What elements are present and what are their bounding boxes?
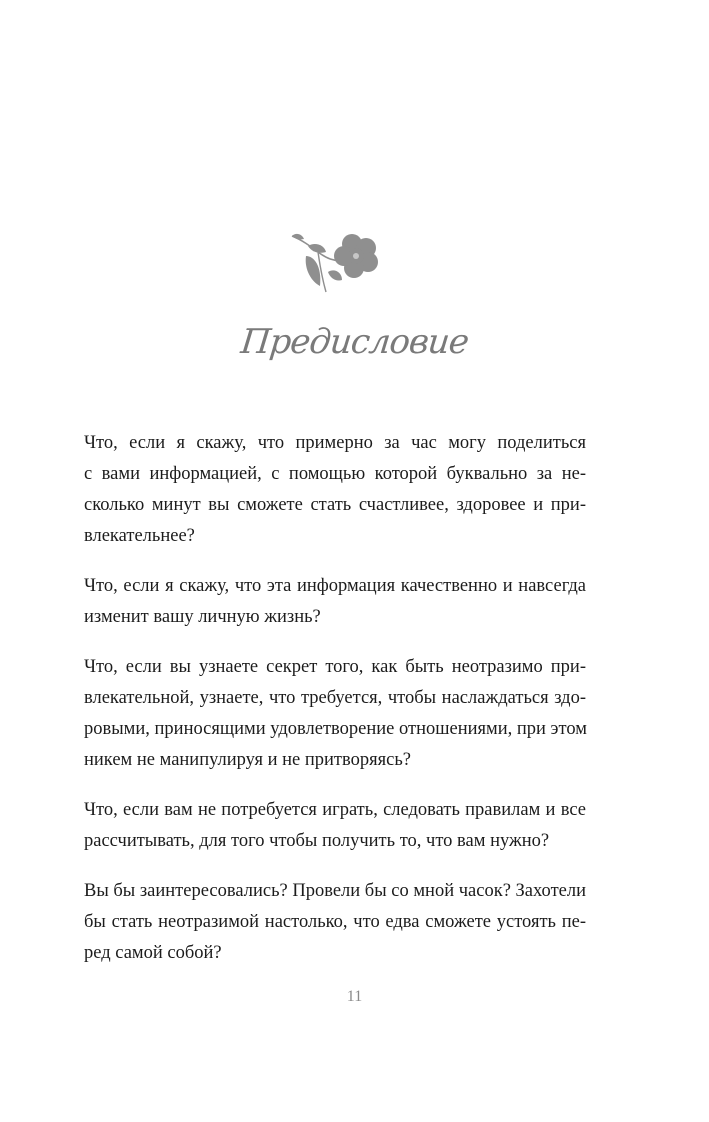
paragraph bbox=[84, 795, 586, 857]
text-line: ред самой собой? bbox=[84, 943, 222, 963]
flower-branch-icon bbox=[288, 226, 384, 298]
text-line: Что, если я скажу, что примерно за час могу поделиться bbox=[84, 433, 586, 453]
paragraph bbox=[84, 876, 586, 969]
text-line: сколько минут вы сможете стать счастливее, здоровее и при- bbox=[84, 495, 586, 515]
text-line: Что, если вы узнаете секрет того, как быть неотразимо при- bbox=[84, 657, 586, 677]
page-number: 11 bbox=[346, 988, 363, 1005]
chapter-title: Предисловие bbox=[238, 322, 471, 362]
text-line: влекательнее? bbox=[84, 526, 195, 546]
text-line: Что, если вам не потребуется играть, следовать правилам и все bbox=[84, 800, 586, 820]
text-line: Вы бы заинтересовались? Провели бы со мной часок? Захотели bbox=[84, 881, 586, 901]
text-line: влекательной, узнаете, что требуется, чтобы наслаждаться здо- bbox=[84, 688, 586, 708]
body-text bbox=[84, 428, 586, 988]
text-line: Что, если я скажу, что эта информация качественно и навсегда bbox=[84, 576, 586, 596]
text-line: изменит вашу личную жизнь? bbox=[84, 607, 321, 627]
paragraph bbox=[84, 571, 586, 633]
paragraph bbox=[84, 652, 586, 776]
text-line: с вами информацией, с помощью которой буквально за не- bbox=[84, 464, 586, 484]
text-line: ровыми, приносящими удовлетворение отношениями, при этом bbox=[84, 719, 587, 739]
paragraph bbox=[84, 428, 586, 552]
text-line: никем не манипулируя и не притворяясь? bbox=[84, 750, 411, 770]
text-line: рассчитывать, для того чтобы получить то, что вам нужно? bbox=[84, 831, 550, 851]
text-line: бы стать неотразимой настолько, что едва сможете устоять пе- bbox=[84, 912, 586, 932]
